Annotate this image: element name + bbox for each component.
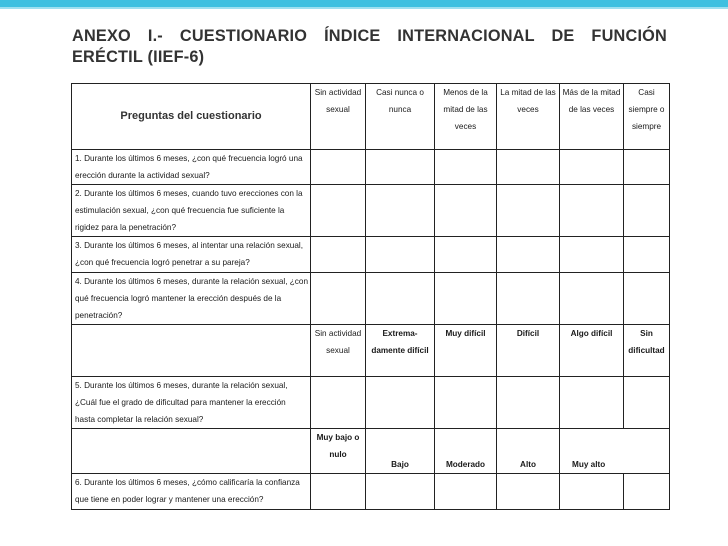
empty-cell — [72, 325, 311, 377]
answer-cell[interactable] — [560, 185, 624, 237]
option-header: Sin dificultad — [624, 325, 670, 377]
option-header: Alto — [497, 429, 560, 474]
answer-cell[interactable] — [560, 474, 624, 510]
empty-cell — [72, 429, 311, 474]
top-accent-bar — [0, 0, 728, 7]
answer-cell[interactable] — [435, 377, 497, 429]
answer-cell[interactable] — [435, 185, 497, 237]
questionnaire-table — [71, 83, 670, 510]
option-header: Algo difícil — [560, 325, 624, 377]
question-text: 4. Durante los últimos 6 meses, durante la relación sexual, ¿con qué frecuencia logró mantener la erección después de la penetración? — [72, 273, 311, 325]
answer-cell[interactable] — [435, 273, 497, 325]
answer-cell[interactable] — [311, 150, 366, 185]
answer-cell[interactable] — [311, 185, 366, 237]
answer-cell[interactable] — [497, 185, 560, 237]
answer-cell[interactable] — [366, 474, 435, 510]
option-header: Sin actividad sexual — [311, 325, 366, 377]
question-row — [72, 237, 670, 273]
top-accent-line — [0, 7, 728, 9]
question-text: 6. Durante los últimos 6 meses, ¿cómo calificaría la confianza que tiene en poder lograr y mantener una erección? — [72, 474, 311, 510]
question-row — [72, 377, 670, 429]
answer-cell[interactable] — [624, 150, 670, 185]
answer-cell[interactable] — [366, 185, 435, 237]
answer-cell[interactable] — [560, 150, 624, 185]
option-header: Muy difícil — [435, 325, 497, 377]
option-header-row — [72, 429, 670, 474]
option-header: Menos de la mitad de las veces — [435, 84, 497, 150]
answer-cell[interactable] — [366, 377, 435, 429]
question-text: 5. Durante los últimos 6 meses, durante la relación sexual, ¿Cuál fue el grado de dificultad para mantener la erección hasta completar la relación sexual? — [72, 377, 311, 429]
answer-cell[interactable] — [624, 273, 670, 325]
answer-cell[interactable] — [497, 377, 560, 429]
header-row — [72, 84, 670, 150]
page-title: ANEXO I.- CUESTIONARIO ÍNDICE INTERNACIONAL DE FUNCIÓN ERÉCTIL (IIEF-6) — [72, 27, 667, 66]
option-header: Casi nunca o nunca — [366, 84, 435, 150]
answer-cell[interactable] — [435, 474, 497, 510]
option-header: La mitad de las veces — [497, 84, 560, 150]
answer-cell[interactable] — [311, 237, 366, 273]
answer-cell[interactable] — [435, 237, 497, 273]
answer-cell[interactable] — [366, 237, 435, 273]
answer-cell[interactable] — [624, 377, 670, 429]
answer-cell[interactable] — [435, 150, 497, 185]
option-header: Bajo — [366, 429, 435, 474]
answer-cell[interactable] — [624, 474, 670, 510]
answer-cell[interactable] — [497, 474, 560, 510]
answer-cell[interactable] — [624, 237, 670, 273]
answer-cell[interactable] — [311, 273, 366, 325]
option-header: Extrema-damente difícil — [366, 325, 435, 377]
answer-cell[interactable] — [366, 150, 435, 185]
option-header: Muy alto — [560, 429, 670, 474]
answer-cell[interactable] — [311, 377, 366, 429]
answer-cell[interactable] — [624, 185, 670, 237]
option-header: Muy bajo o nulo — [311, 429, 366, 474]
answer-cell[interactable] — [366, 273, 435, 325]
option-header: Moderado — [435, 429, 497, 474]
question-row — [72, 273, 670, 325]
option-header-row — [72, 325, 670, 377]
option-header: Difícil — [497, 325, 560, 377]
answer-cell[interactable] — [560, 273, 624, 325]
question-text: 3. Durante los últimos 6 meses, al intentar una relación sexual, ¿con qué frecuencia logró penetrar a su pareja? — [72, 237, 311, 273]
question-row — [72, 150, 670, 185]
option-header: Más de la mitad de las veces — [560, 84, 624, 150]
answer-cell[interactable] — [497, 237, 560, 273]
question-text: 2. Durante los últimos 6 meses, cuando tuvo erecciones con la estimulación sexual, ¿con qué frecuencia fue suficiente la rigidez para la penetración? — [72, 185, 311, 237]
option-header: Sin actividad sexual — [311, 84, 366, 150]
answer-cell[interactable] — [560, 237, 624, 273]
answer-cell[interactable] — [560, 377, 624, 429]
header-label: Preguntas del cuestionario — [72, 84, 311, 150]
answer-cell[interactable] — [497, 273, 560, 325]
question-text: 1. Durante los últimos 6 meses, ¿con qué frecuencia logró una erección durante la actividad sexual? — [72, 150, 311, 185]
question-row — [72, 185, 670, 237]
answer-cell[interactable] — [497, 150, 560, 185]
option-header: Casi siempre o siempre — [624, 84, 670, 150]
answer-cell[interactable] — [311, 474, 366, 510]
question-row — [72, 474, 670, 510]
